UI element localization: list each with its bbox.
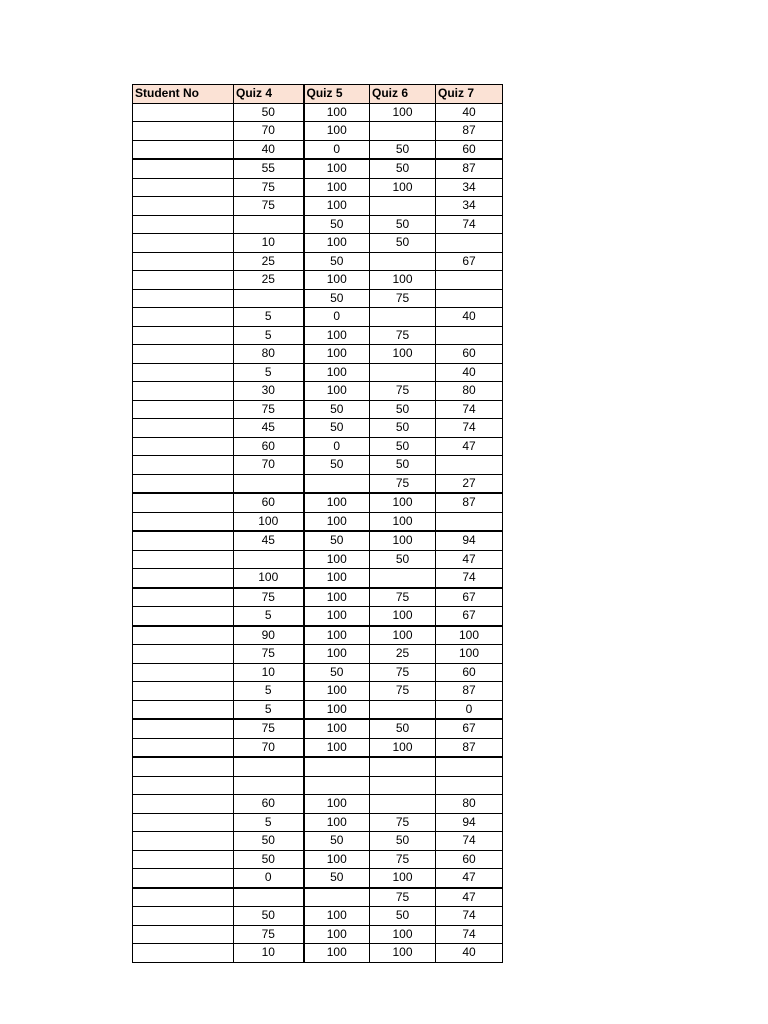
cell-quiz-6[interactable]: 100 (370, 925, 436, 944)
cell-quiz-7[interactable]: 87 (436, 682, 503, 701)
cell-quiz-5[interactable]: 100 (304, 607, 370, 626)
table-row (133, 795, 503, 814)
cell-quiz-7[interactable]: 74 (436, 419, 503, 438)
table-row (133, 289, 503, 308)
cell-quiz-7[interactable] (436, 776, 503, 795)
cell-quiz-5[interactable]: 100 (304, 345, 370, 364)
cell-quiz-5[interactable]: 50 (304, 869, 370, 888)
cell-quiz-4[interactable]: 90 (234, 626, 304, 645)
table-row (133, 345, 503, 364)
cell-quiz-4[interactable] (234, 757, 304, 776)
cell-quiz-7[interactable]: 67 (436, 588, 503, 607)
cell-quiz-5[interactable]: 0 (304, 437, 370, 456)
cell-quiz-6[interactable]: 100 (370, 512, 436, 531)
cell-quiz-6[interactable]: 100 (370, 531, 436, 550)
cell-quiz-6[interactable]: 100 (370, 607, 436, 626)
cell-quiz-4[interactable]: 55 (234, 159, 304, 178)
cell-quiz-7[interactable] (436, 757, 503, 776)
cell-quiz-5[interactable]: 50 (304, 419, 370, 438)
cell-student-no[interactable] (133, 776, 234, 795)
cell-quiz-4[interactable]: 25 (234, 252, 304, 271)
cell-quiz-6[interactable]: 75 (370, 850, 436, 869)
cell-quiz-4[interactable] (234, 289, 304, 308)
cell-quiz-7[interactable] (436, 289, 503, 308)
cell-quiz-5[interactable]: 100 (304, 700, 370, 719)
table-row (133, 944, 503, 963)
cell-quiz-5[interactable]: 100 (304, 159, 370, 178)
cell-student-no[interactable] (133, 493, 234, 512)
table-row (133, 159, 503, 178)
cell-quiz-5[interactable]: 50 (304, 663, 370, 682)
table-row (133, 326, 503, 345)
cell-quiz-5[interactable]: 100 (304, 925, 370, 944)
cell-quiz-4[interactable]: 5 (234, 308, 304, 327)
table-row (133, 252, 503, 271)
cell-student-no[interactable] (133, 869, 234, 888)
table-row (133, 437, 503, 456)
cell-student-no[interactable] (133, 795, 234, 814)
cell-quiz-7[interactable]: 74 (436, 832, 503, 851)
cell-quiz-7[interactable] (436, 512, 503, 531)
cell-student-no[interactable] (133, 588, 234, 607)
cell-quiz-4[interactable]: 75 (234, 178, 304, 197)
cell-quiz-5[interactable]: 100 (304, 569, 370, 588)
cell-student-no[interactable] (133, 531, 234, 550)
cell-quiz-7[interactable]: 67 (436, 719, 503, 738)
cell-quiz-6[interactable] (370, 569, 436, 588)
cell-quiz-5[interactable]: 100 (304, 512, 370, 531)
cell-quiz-6[interactable]: 100 (370, 103, 436, 122)
table-row (133, 531, 503, 550)
table-row (133, 907, 503, 926)
cell-student-no[interactable] (133, 271, 234, 290)
cell-quiz-6[interactable] (370, 776, 436, 795)
cell-student-no[interactable] (133, 663, 234, 682)
cell-student-no[interactable] (133, 122, 234, 141)
cell-quiz-4[interactable]: 75 (234, 719, 304, 738)
cell-quiz-5[interactable]: 100 (304, 738, 370, 757)
cell-quiz-5[interactable]: 100 (304, 197, 370, 216)
cell-quiz-7[interactable]: 60 (436, 663, 503, 682)
table-row (133, 308, 503, 327)
cell-quiz-4[interactable]: 60 (234, 493, 304, 512)
cell-student-no[interactable] (133, 419, 234, 438)
quiz-grades-table (132, 84, 503, 963)
cell-student-no[interactable] (133, 363, 234, 382)
table-row (133, 607, 503, 626)
cell-quiz-7[interactable]: 27 (436, 474, 503, 493)
cell-quiz-6[interactable]: 50 (370, 456, 436, 475)
cell-quiz-7[interactable]: 80 (436, 795, 503, 814)
cell-quiz-6[interactable]: 50 (370, 550, 436, 569)
cell-student-no[interactable] (133, 140, 234, 159)
table-row (133, 456, 503, 475)
table-row (133, 550, 503, 569)
cell-quiz-5[interactable] (304, 757, 370, 776)
header-quiz-7[interactable]: Quiz 7 (436, 85, 503, 104)
table-row (133, 888, 503, 907)
cell-quiz-6[interactable] (370, 197, 436, 216)
cell-quiz-4[interactable]: 5 (234, 682, 304, 701)
cell-quiz-5[interactable]: 50 (304, 289, 370, 308)
cell-quiz-4[interactable]: 0 (234, 869, 304, 888)
cell-quiz-5[interactable]: 100 (304, 795, 370, 814)
table-row (133, 700, 503, 719)
cell-student-no[interactable] (133, 850, 234, 869)
table-row (133, 363, 503, 382)
cell-quiz-5[interactable]: 100 (304, 719, 370, 738)
cell-quiz-7[interactable]: 40 (436, 308, 503, 327)
cell-quiz-7[interactable]: 74 (436, 215, 503, 234)
cell-quiz-4[interactable]: 70 (234, 738, 304, 757)
cell-quiz-6[interactable]: 50 (370, 234, 436, 253)
table-row (133, 382, 503, 401)
header-quiz-4[interactable]: Quiz 4 (234, 85, 304, 104)
cell-quiz-6[interactable] (370, 757, 436, 776)
cell-quiz-6[interactable]: 25 (370, 645, 436, 664)
cell-quiz-6[interactable]: 50 (370, 437, 436, 456)
cell-quiz-6[interactable]: 75 (370, 382, 436, 401)
cell-student-no[interactable] (133, 437, 234, 456)
cell-student-no[interactable] (133, 813, 234, 832)
cell-quiz-4[interactable]: 75 (234, 400, 304, 419)
cell-quiz-6[interactable]: 100 (370, 944, 436, 963)
cell-student-no[interactable] (133, 700, 234, 719)
cell-quiz-4[interactable]: 10 (234, 944, 304, 963)
cell-quiz-7[interactable]: 100 (436, 626, 503, 645)
table-row (133, 719, 503, 738)
cell-quiz-6[interactable]: 75 (370, 663, 436, 682)
cell-quiz-7[interactable]: 60 (436, 345, 503, 364)
table-row (133, 682, 503, 701)
table-row (133, 215, 503, 234)
cell-quiz-5[interactable]: 50 (304, 215, 370, 234)
cell-quiz-5[interactable]: 50 (304, 400, 370, 419)
table-row (133, 197, 503, 216)
cell-quiz-6[interactable]: 100 (370, 626, 436, 645)
cell-quiz-6[interactable] (370, 795, 436, 814)
cell-quiz-4[interactable]: 25 (234, 271, 304, 290)
cell-quiz-4[interactable]: 5 (234, 326, 304, 345)
cell-quiz-7[interactable]: 74 (436, 400, 503, 419)
cell-quiz-4[interactable]: 60 (234, 795, 304, 814)
cell-quiz-7[interactable]: 87 (436, 159, 503, 178)
cell-quiz-6[interactable] (370, 252, 436, 271)
cell-quiz-7[interactable] (436, 326, 503, 345)
table-row (133, 869, 503, 888)
cell-quiz-5[interactable]: 100 (304, 326, 370, 345)
cell-quiz-7[interactable]: 74 (436, 569, 503, 588)
cell-quiz-5[interactable]: 100 (304, 122, 370, 141)
cell-student-no[interactable] (133, 345, 234, 364)
cell-quiz-4[interactable]: 50 (234, 103, 304, 122)
header-quiz-6[interactable]: Quiz 6 (370, 85, 436, 104)
table-row (133, 850, 503, 869)
cell-quiz-7[interactable]: 34 (436, 178, 503, 197)
cell-quiz-4[interactable]: 10 (234, 234, 304, 253)
cell-quiz-5[interactable]: 100 (304, 588, 370, 607)
cell-quiz-4[interactable]: 70 (234, 122, 304, 141)
cell-quiz-7[interactable]: 40 (436, 944, 503, 963)
table-row (133, 663, 503, 682)
cell-quiz-7[interactable] (436, 456, 503, 475)
cell-quiz-5[interactable]: 50 (304, 252, 370, 271)
cell-quiz-5[interactable]: 50 (304, 456, 370, 475)
cell-quiz-5[interactable]: 100 (304, 271, 370, 290)
cell-quiz-7[interactable]: 74 (436, 925, 503, 944)
cell-quiz-7[interactable]: 40 (436, 103, 503, 122)
table-row (133, 738, 503, 757)
cell-quiz-5[interactable]: 50 (304, 832, 370, 851)
cell-student-no[interactable] (133, 400, 234, 419)
cell-quiz-6[interactable] (370, 363, 436, 382)
cell-quiz-6[interactable]: 50 (370, 215, 436, 234)
cell-student-no[interactable] (133, 907, 234, 926)
cell-quiz-4[interactable]: 40 (234, 140, 304, 159)
cell-student-no[interactable] (133, 159, 234, 178)
cell-quiz-5[interactable]: 0 (304, 308, 370, 327)
cell-quiz-4[interactable]: 75 (234, 197, 304, 216)
cell-quiz-6[interactable]: 100 (370, 738, 436, 757)
cell-quiz-6[interactable]: 100 (370, 869, 436, 888)
cell-quiz-4[interactable] (234, 474, 304, 493)
cell-student-no[interactable] (133, 888, 234, 907)
cell-quiz-5[interactable]: 100 (304, 550, 370, 569)
cell-student-no[interactable] (133, 626, 234, 645)
table-row (133, 645, 503, 664)
cell-quiz-4[interactable]: 45 (234, 419, 304, 438)
cell-quiz-6[interactable]: 50 (370, 159, 436, 178)
table-row (133, 140, 503, 159)
cell-quiz-4[interactable]: 100 (234, 512, 304, 531)
cell-quiz-4[interactable]: 10 (234, 663, 304, 682)
cell-quiz-4[interactable]: 30 (234, 382, 304, 401)
cell-quiz-5[interactable]: 0 (304, 140, 370, 159)
cell-quiz-4[interactable] (234, 888, 304, 907)
cell-quiz-6[interactable]: 75 (370, 888, 436, 907)
cell-quiz-6[interactable]: 50 (370, 140, 436, 159)
table-row (133, 419, 503, 438)
cell-quiz-6[interactable]: 75 (370, 326, 436, 345)
cell-quiz-7[interactable]: 40 (436, 363, 503, 382)
cell-quiz-5[interactable]: 100 (304, 178, 370, 197)
cell-quiz-7[interactable]: 87 (436, 738, 503, 757)
cell-quiz-4[interactable] (234, 776, 304, 795)
cell-quiz-7[interactable]: 60 (436, 850, 503, 869)
cell-student-no[interactable] (133, 474, 234, 493)
cell-quiz-6[interactable]: 50 (370, 832, 436, 851)
cell-quiz-4[interactable]: 80 (234, 345, 304, 364)
table-row (133, 493, 503, 512)
cell-quiz-4[interactable]: 45 (234, 531, 304, 550)
table-row (133, 400, 503, 419)
cell-quiz-4[interactable]: 70 (234, 456, 304, 475)
table-row (133, 925, 503, 944)
cell-student-no[interactable] (133, 103, 234, 122)
cell-student-no[interactable] (133, 289, 234, 308)
cell-quiz-4[interactable]: 75 (234, 645, 304, 664)
cell-quiz-6[interactable]: 100 (370, 271, 436, 290)
cell-quiz-7[interactable] (436, 271, 503, 290)
cell-student-no[interactable] (133, 512, 234, 531)
cell-quiz-4[interactable] (234, 215, 304, 234)
cell-quiz-7[interactable]: 87 (436, 122, 503, 141)
cell-quiz-7[interactable]: 47 (436, 550, 503, 569)
cell-quiz-7[interactable]: 100 (436, 645, 503, 664)
cell-student-no[interactable] (133, 607, 234, 626)
table-row (133, 832, 503, 851)
table-row (133, 103, 503, 122)
cell-quiz-7[interactable]: 0 (436, 700, 503, 719)
cell-student-no[interactable] (133, 550, 234, 569)
cell-student-no[interactable] (133, 682, 234, 701)
cell-quiz-5[interactable]: 50 (304, 531, 370, 550)
cell-student-no[interactable] (133, 569, 234, 588)
cell-quiz-5[interactable]: 100 (304, 626, 370, 645)
cell-student-no[interactable] (133, 215, 234, 234)
cell-quiz-5[interactable] (304, 776, 370, 795)
table-row (133, 178, 503, 197)
cell-quiz-5[interactable] (304, 888, 370, 907)
cell-student-no[interactable] (133, 456, 234, 475)
cell-quiz-4[interactable]: 5 (234, 813, 304, 832)
cell-student-no[interactable] (133, 382, 234, 401)
cell-quiz-7[interactable]: 67 (436, 252, 503, 271)
cell-student-no[interactable] (133, 925, 234, 944)
cell-quiz-7[interactable]: 34 (436, 197, 503, 216)
cell-quiz-4[interactable]: 75 (234, 588, 304, 607)
cell-quiz-5[interactable]: 100 (304, 907, 370, 926)
cell-student-no[interactable] (133, 178, 234, 197)
cell-quiz-5[interactable]: 100 (304, 493, 370, 512)
cell-quiz-5[interactable]: 100 (304, 813, 370, 832)
cell-quiz-6[interactable]: 75 (370, 682, 436, 701)
cell-quiz-5[interactable]: 100 (304, 645, 370, 664)
cell-student-no[interactable] (133, 832, 234, 851)
table-body (133, 103, 503, 962)
cell-quiz-6[interactable] (370, 122, 436, 141)
cell-quiz-7[interactable]: 94 (436, 531, 503, 550)
header-quiz-5[interactable]: Quiz 5 (304, 85, 370, 104)
cell-quiz-7[interactable]: 47 (436, 888, 503, 907)
cell-quiz-5[interactable]: 100 (304, 850, 370, 869)
cell-quiz-6[interactable]: 75 (370, 289, 436, 308)
cell-quiz-4[interactable]: 5 (234, 363, 304, 382)
cell-quiz-7[interactable]: 87 (436, 493, 503, 512)
cell-student-no[interactable] (133, 719, 234, 738)
cell-student-no[interactable] (133, 234, 234, 253)
cell-quiz-6[interactable]: 75 (370, 813, 436, 832)
cell-quiz-4[interactable]: 5 (234, 700, 304, 719)
cell-quiz-6[interactable]: 75 (370, 588, 436, 607)
cell-quiz-6[interactable]: 50 (370, 419, 436, 438)
cell-quiz-6[interactable] (370, 700, 436, 719)
cell-quiz-5[interactable]: 100 (304, 363, 370, 382)
cell-quiz-4[interactable]: 50 (234, 850, 304, 869)
cell-student-no[interactable] (133, 738, 234, 757)
cell-quiz-7[interactable]: 74 (436, 907, 503, 926)
cell-quiz-5[interactable]: 100 (304, 103, 370, 122)
cell-quiz-7[interactable]: 94 (436, 813, 503, 832)
table-row (133, 271, 503, 290)
cell-quiz-7[interactable]: 67 (436, 607, 503, 626)
cell-quiz-5[interactable] (304, 474, 370, 493)
table-row (133, 588, 503, 607)
cell-quiz-4[interactable]: 50 (234, 832, 304, 851)
cell-student-no[interactable] (133, 645, 234, 664)
cell-quiz-5[interactable]: 100 (304, 944, 370, 963)
cell-quiz-6[interactable]: 100 (370, 493, 436, 512)
cell-student-no[interactable] (133, 197, 234, 216)
cell-quiz-6[interactable]: 75 (370, 474, 436, 493)
cell-quiz-4[interactable]: 100 (234, 569, 304, 588)
cell-quiz-6[interactable]: 100 (370, 178, 436, 197)
cell-quiz-7[interactable]: 47 (436, 869, 503, 888)
header-row (133, 85, 503, 104)
cell-quiz-4[interactable]: 60 (234, 437, 304, 456)
table-row (133, 122, 503, 141)
cell-quiz-5[interactable]: 100 (304, 234, 370, 253)
table-row (133, 512, 503, 531)
table-row (133, 474, 503, 493)
cell-quiz-6[interactable]: 100 (370, 345, 436, 364)
cell-student-no[interactable] (133, 757, 234, 776)
cell-quiz-7[interactable]: 60 (436, 140, 503, 159)
cell-quiz-6[interactable] (370, 308, 436, 327)
table-row (133, 757, 503, 776)
cell-quiz-7[interactable] (436, 234, 503, 253)
table-row (133, 234, 503, 253)
cell-quiz-5[interactable]: 100 (304, 682, 370, 701)
cell-student-no[interactable] (133, 308, 234, 327)
cell-quiz-4[interactable]: 75 (234, 925, 304, 944)
table-row (133, 626, 503, 645)
table-row (133, 813, 503, 832)
cell-quiz-6[interactable]: 50 (370, 719, 436, 738)
cell-quiz-4[interactable]: 5 (234, 607, 304, 626)
cell-student-no[interactable] (133, 252, 234, 271)
cell-quiz-7[interactable]: 47 (436, 437, 503, 456)
cell-quiz-5[interactable]: 100 (304, 382, 370, 401)
cell-quiz-4[interactable] (234, 550, 304, 569)
cell-student-no[interactable] (133, 326, 234, 345)
cell-student-no[interactable] (133, 944, 234, 963)
cell-quiz-7[interactable]: 80 (436, 382, 503, 401)
header-student-no[interactable]: Student No (133, 85, 234, 104)
table-row (133, 776, 503, 795)
cell-quiz-6[interactable]: 50 (370, 907, 436, 926)
cell-quiz-4[interactable]: 50 (234, 907, 304, 926)
table-row (133, 569, 503, 588)
cell-quiz-6[interactable]: 50 (370, 400, 436, 419)
